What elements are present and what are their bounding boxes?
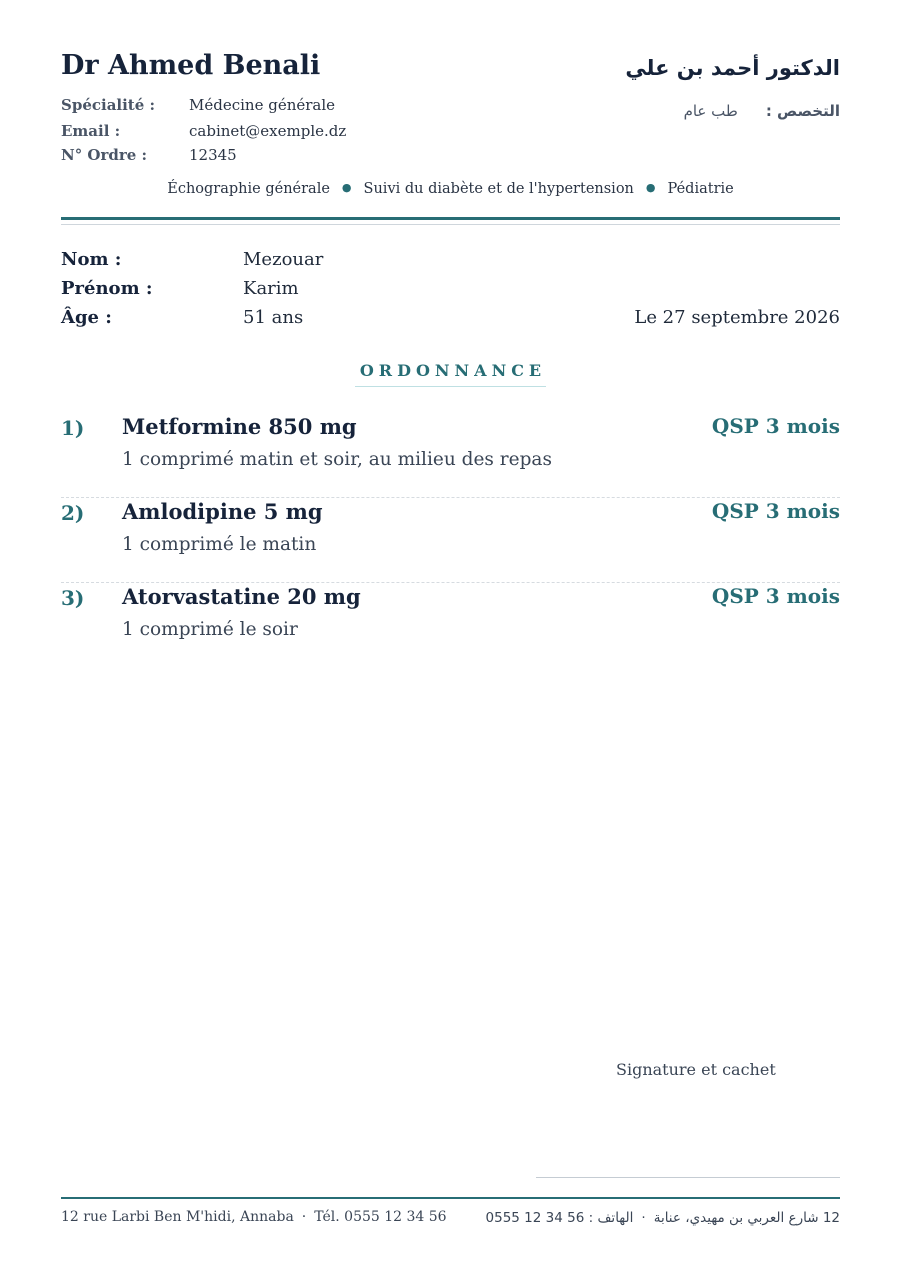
drug-name: Metformine 850 mg (122, 414, 357, 439)
order-label: N° Ordre : (61, 146, 148, 164)
drug-dosage: 1 comprimé le matin (122, 534, 317, 555)
prescription-number: 3) (61, 586, 85, 610)
document-title: ORDONNANCE (355, 361, 546, 387)
patient-nom-value: Mezouar (243, 249, 324, 270)
drug-duration: QSP 3 mois (711, 414, 840, 438)
prescription-number: 2) (61, 501, 85, 525)
service-item: Pédiatrie (667, 181, 734, 197)
patient-prenom-label: Prénom : (61, 278, 153, 299)
footer-phone-arabic: الهاتف : 56 34 12 0555 (485, 1210, 634, 1226)
footer-separator: · (641, 1210, 646, 1226)
footer-address-arabic: 12 شارع العربي بن مهيدي، عنابة (653, 1210, 840, 1226)
services-list (61, 181, 840, 197)
service-item: Échographie générale (167, 181, 330, 197)
specialty-value-arabic: طب عام (683, 102, 738, 120)
drug-name: Atorvastatine 20 mg (122, 584, 361, 609)
prescription-page (61, 0, 840, 1277)
signature-line (536, 1177, 840, 1178)
prescription-date: Le 27 septembre 2026 (634, 307, 840, 328)
patient-nom-label: Nom : (61, 249, 122, 270)
bullet-separator: ● (341, 181, 352, 194)
prescription-item (61, 497, 840, 583)
order-value: 12345 (189, 146, 237, 164)
patient-prenom-value: Karim (243, 278, 299, 299)
prescription-item (61, 582, 840, 667)
doctor-name: Dr Ahmed Benali (61, 50, 321, 81)
footer-contact (61, 1209, 447, 1225)
document-title-wrap (61, 361, 840, 387)
drug-dosage: 1 comprimé le soir (122, 619, 298, 640)
email-value: cabinet@exemple.dz (189, 122, 347, 140)
patient-age-label: Âge : (61, 307, 112, 328)
footer-address: 12 rue Larbi Ben M'hidi, Annaba (61, 1209, 294, 1225)
prescription-number: 1) (61, 416, 85, 440)
footer-phone: Tél. 0555 12 34 56 (314, 1209, 447, 1225)
doctor-name-arabic: الدكتور أحمد بن علي (625, 56, 840, 80)
drug-dosage: 1 comprimé matin et soir, au milieu des repas (122, 449, 552, 470)
service-item: Suivi du diabète et de l'hypertension (363, 181, 634, 197)
drug-duration: QSP 3 mois (711, 584, 840, 608)
specialty-value: Médecine générale (189, 96, 336, 114)
header-divider-thin (61, 224, 840, 225)
prescription-item (61, 412, 840, 498)
footer-contact-arabic (486, 1210, 840, 1226)
drug-duration: QSP 3 mois (711, 499, 840, 523)
drug-name: Amlodipine 5 mg (122, 499, 323, 524)
email-label: Email : (61, 122, 121, 140)
header-divider (61, 217, 840, 220)
footer-divider (61, 1197, 840, 1199)
patient-age-value: 51 ans (243, 307, 304, 328)
specialty-arabic (684, 102, 840, 120)
signature-label: Signature et cachet (616, 1060, 776, 1079)
specialty-label-arabic: التخصص : (765, 102, 840, 120)
bullet-separator: ● (645, 181, 656, 194)
footer-separator: · (301, 1209, 307, 1225)
specialty-label: Spécialité : (61, 96, 156, 114)
